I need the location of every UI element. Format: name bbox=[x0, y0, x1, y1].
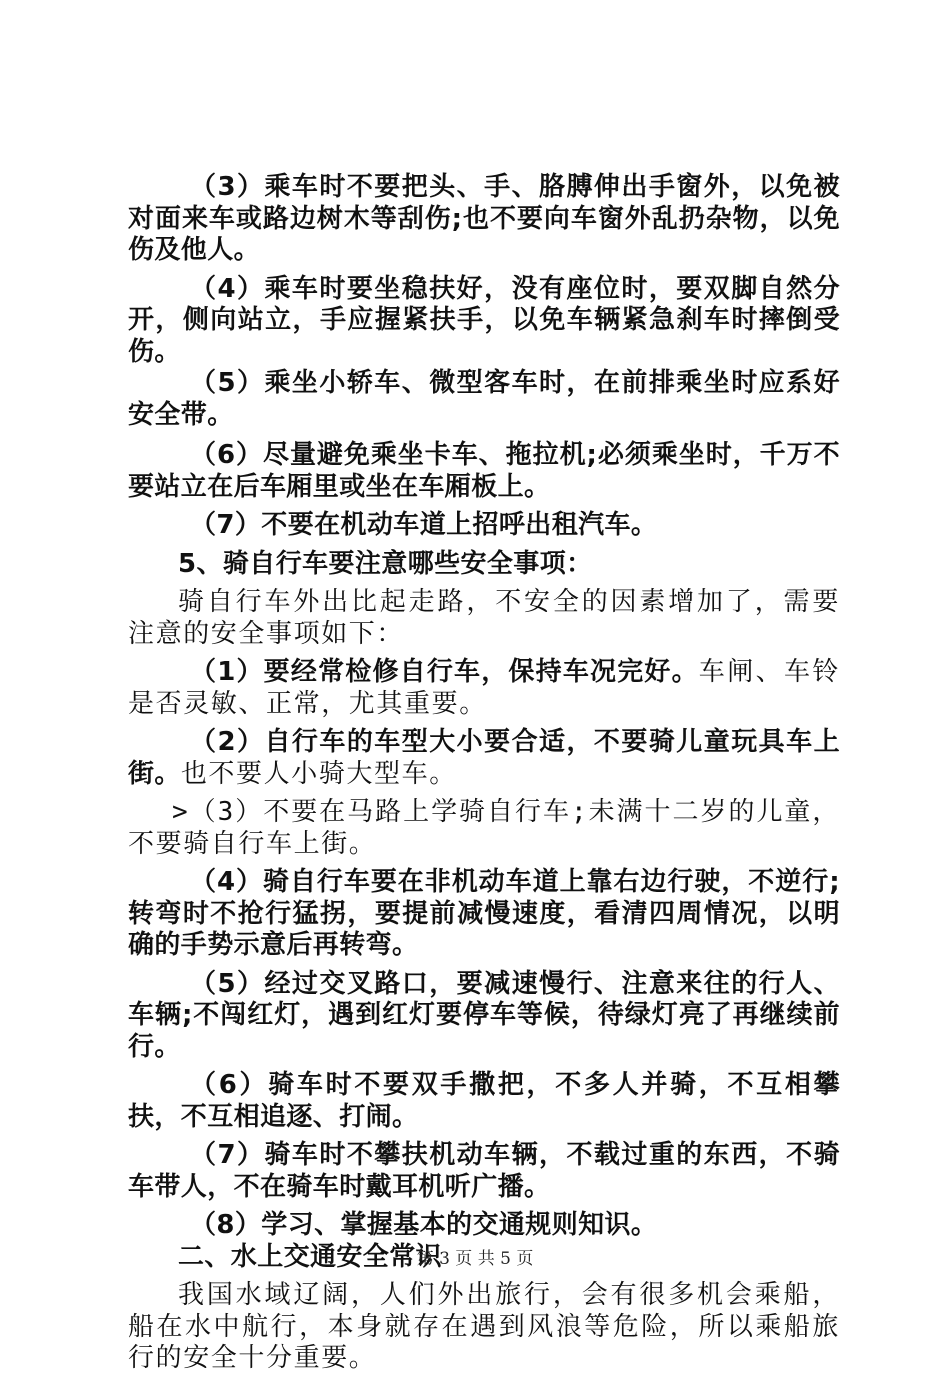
section-heading-bicycle: 5、骑自行车要注意哪些安全事项： bbox=[178, 548, 593, 579]
page-footer: 第 3 页 共 5 页 bbox=[416, 1249, 534, 1269]
paragraph-ride-7: （7）不要在机动车道上招呼出租汽车。 bbox=[190, 510, 658, 540]
paragraph-bicycle-8: （8）学习、掌握基本的交通规则知识。 bbox=[190, 1210, 658, 1240]
paragraph-bicycle-1-main: （1）要经常检修自行车，保持车况完好。 bbox=[190, 657, 699, 687]
paragraph-bicycle-5: （5）经过交叉路口，要减速慢行、注意来往的行人、车辆;不闯红灯，遇到红灯要停车等候，待绿灯亮了再继续前行。 bbox=[128, 968, 840, 1062]
paragraph-bicycle-1 bbox=[128, 657, 840, 720]
paragraph-bicycle-1-note: 车闸、车铃是否灵敏、正常，尤其重要。 bbox=[128, 657, 840, 719]
paragraph-bicycle-4: （4）骑自行车要在非机动车道上靠右边行驶，不逆行;转弯时不抢行猛拐，要提前减慢速度，看清四周情况，以明确的手势示意后再转弯。 bbox=[128, 867, 840, 960]
paragraph-bicycle-7: （7）骑车时不攀扶机动车辆，不载过重的东西，不骑车带人，不在骑车时戴耳机听广播。 bbox=[128, 1140, 840, 1202]
section-heading-water: 二、水上交通安全常识 bbox=[178, 1241, 443, 1272]
paragraph-bicycle-3: >（3）不要在马路上学骑自行车;未满十二岁的儿童，不要骑自行车上街。 bbox=[128, 797, 840, 859]
paragraph-water-intro: 我国水域辽阔，人们外出旅行，会有很多机会乘船，船在水中航行，本身就存在遇到风浪等危险，所以乘船旅行的安全十分重要。 bbox=[128, 1280, 840, 1373]
paragraph-bicycle-2-note: 也不要人小骑大型车。 bbox=[180, 758, 457, 789]
paragraph-bicycle-intro: 骑自行车外出比起走路，不安全的因素增加了，需要注意的安全事项如下： bbox=[128, 587, 840, 649]
paragraph-ride-5: （5）乘坐小轿车、微型客车时，在前排乘坐时应系好安全带。 bbox=[128, 368, 840, 430]
paragraph-bicycle-2-main: （2）自行车的车型大小要合适，不要骑儿童玩具车上街。 bbox=[128, 727, 840, 789]
document-body bbox=[128, 172, 840, 1375]
paragraph-ride-6: （6）尽量避免乘坐卡车、拖拉机;必须乘坐时，千万不要站立在后车厢里或坐在车厢板上。 bbox=[128, 440, 840, 502]
paragraph-ride-3: （3）乘车时不要把头、手、胳膊伸出手窗外，以免被对面来车或路边树木等刮伤;也不要向车窗外乱扔杂物，以免伤及他人。 bbox=[128, 172, 840, 265]
paragraph-bicycle-2 bbox=[128, 727, 840, 790]
paragraph-ride-4: （4）乘车时要坐稳扶好，没有座位时，要双脚自然分开，侧向站立，手应握紧扶手，以免车辆紧急刹车时摔倒受伤。 bbox=[128, 273, 840, 367]
paragraph-bicycle-6: （6）骑车时不要双手撒把，不多人并骑，不互相攀扶，不互相追逐、打闹。 bbox=[128, 1070, 840, 1132]
